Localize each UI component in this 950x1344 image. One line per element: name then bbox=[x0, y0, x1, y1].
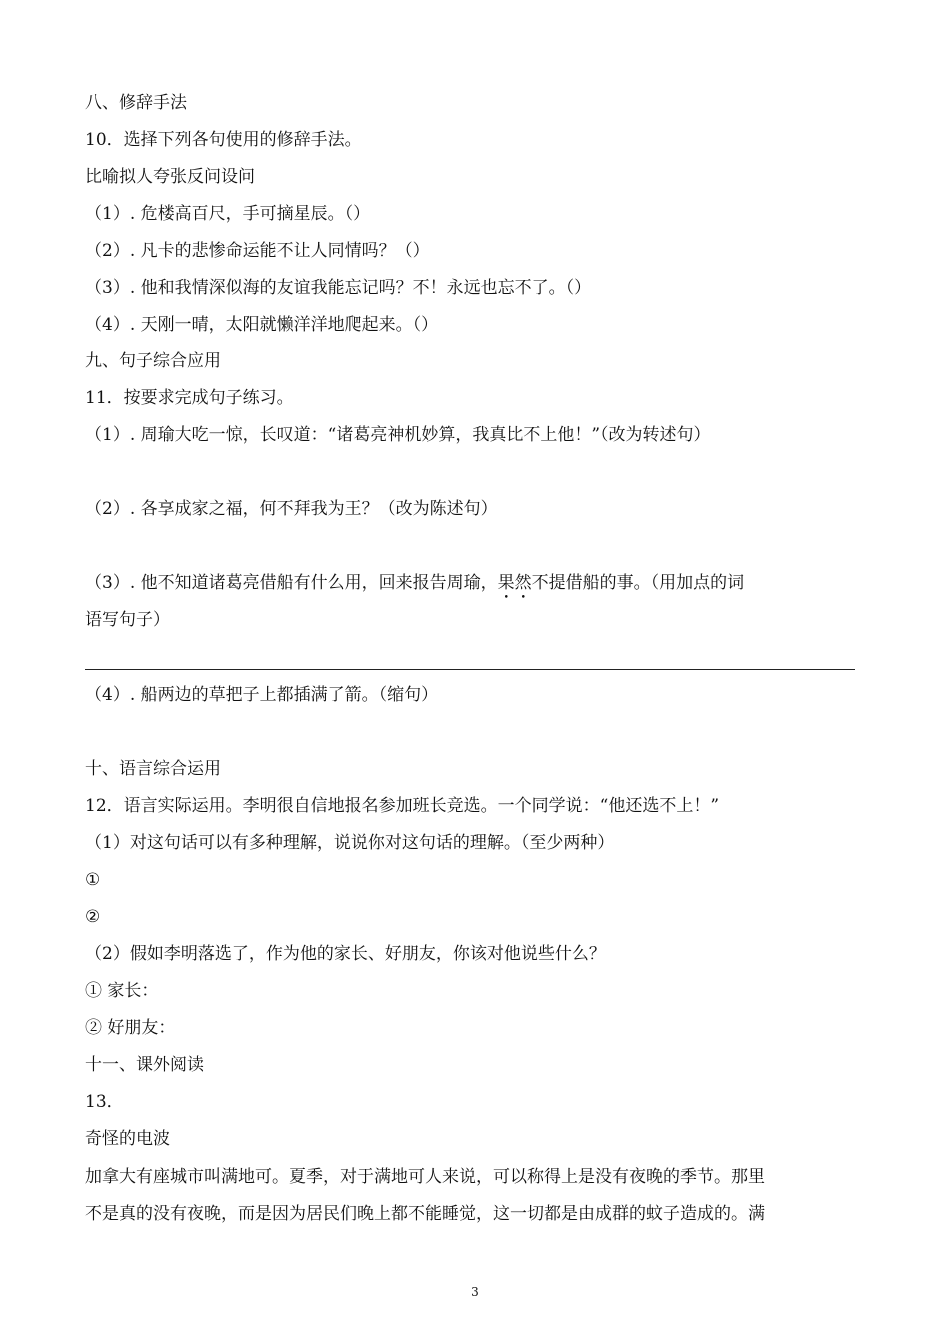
question-10-options: 比喻拟人夸张反问设问 bbox=[85, 167, 255, 187]
question-11-item-3-text-a: （3）. 他不知道诸葛亮借船有什么用，回来报告周瑜， bbox=[85, 573, 498, 593]
section-heading-11: 十一、课外阅读 bbox=[85, 1055, 204, 1075]
page-number: 3 bbox=[471, 1285, 479, 1299]
reading-paragraph-line-2: 不是真的没有夜晚，而是因为居民们晚上都不能睡觉，这一切都是由成群的蚊子造成的。满 bbox=[85, 1204, 765, 1224]
question-12-title: 12．语言实际运用。李明很自信地报名参加班长竞选。一个同学说：“他还选不上！” bbox=[85, 796, 720, 816]
question-10-item-4: （4）. 天刚一晴，太阳就懒洋洋地爬起来。（） bbox=[85, 315, 439, 335]
question-12-sub-2: （2）假如李明落选了，作为他的家长、好朋友，你该对他说些什么？ bbox=[85, 944, 606, 964]
question-10-item-3: （3）. 他和我情深似海的友谊我能忘记吗？不！永远也忘不了。（） bbox=[85, 278, 592, 298]
section-heading-10: 十、语言综合运用 bbox=[85, 759, 221, 779]
question-11-item-1: （1）. 周瑜大吃一惊，长叹道：“诸葛亮神机妙算，我真比不上他！”（改为转述句） bbox=[85, 425, 711, 445]
answer-line bbox=[85, 669, 855, 670]
section-heading-8: 八、修辞手法 bbox=[85, 93, 187, 113]
dotted-word: 果然 bbox=[497, 573, 532, 593]
answer-friend: ② 好朋友： bbox=[85, 1018, 176, 1038]
question-11-item-3-continued: 语写句子） bbox=[85, 610, 170, 630]
question-11-item-2: （2）. 各享成家之福，何不拜我为王？（改为陈述句） bbox=[85, 499, 498, 519]
answer-marker-2: ② bbox=[85, 907, 101, 927]
section-heading-9: 九、句子综合应用 bbox=[85, 351, 221, 371]
reading-paragraph-line-1: 加拿大有座城市叫满地可。夏季，对于满地可人来说，可以称得上是没有夜晚的季节。那里 bbox=[85, 1167, 765, 1187]
reading-title: 奇怪的电波 bbox=[85, 1129, 170, 1149]
answer-parent: ① 家长： bbox=[85, 981, 159, 1001]
question-10-title: 10．选择下列各句使用的修辞手法。 bbox=[85, 130, 362, 150]
answer-marker-1: ① bbox=[85, 870, 101, 890]
question-11-item-3-text-b: 不提借船的事。（用加点的词 bbox=[531, 573, 745, 593]
question-11-item-3 bbox=[85, 572, 744, 603]
question-12-sub-1: （1）对这句话可以有多种理解，说说你对这句话的理解。（至少两种） bbox=[85, 833, 615, 853]
question-10-item-2: （2）. 凡卡的悲惨命运能不让人同情吗？（） bbox=[85, 241, 430, 261]
question-10-item-1: （1）. 危楼高百尺，手可摘星辰。（） bbox=[85, 204, 371, 224]
question-13-number: 13． bbox=[85, 1092, 124, 1112]
question-11-title: 11．按要求完成句子练习。 bbox=[85, 388, 294, 408]
question-11-item-4: （4）. 船两边的草把子上都插满了箭。（缩句） bbox=[85, 685, 439, 705]
